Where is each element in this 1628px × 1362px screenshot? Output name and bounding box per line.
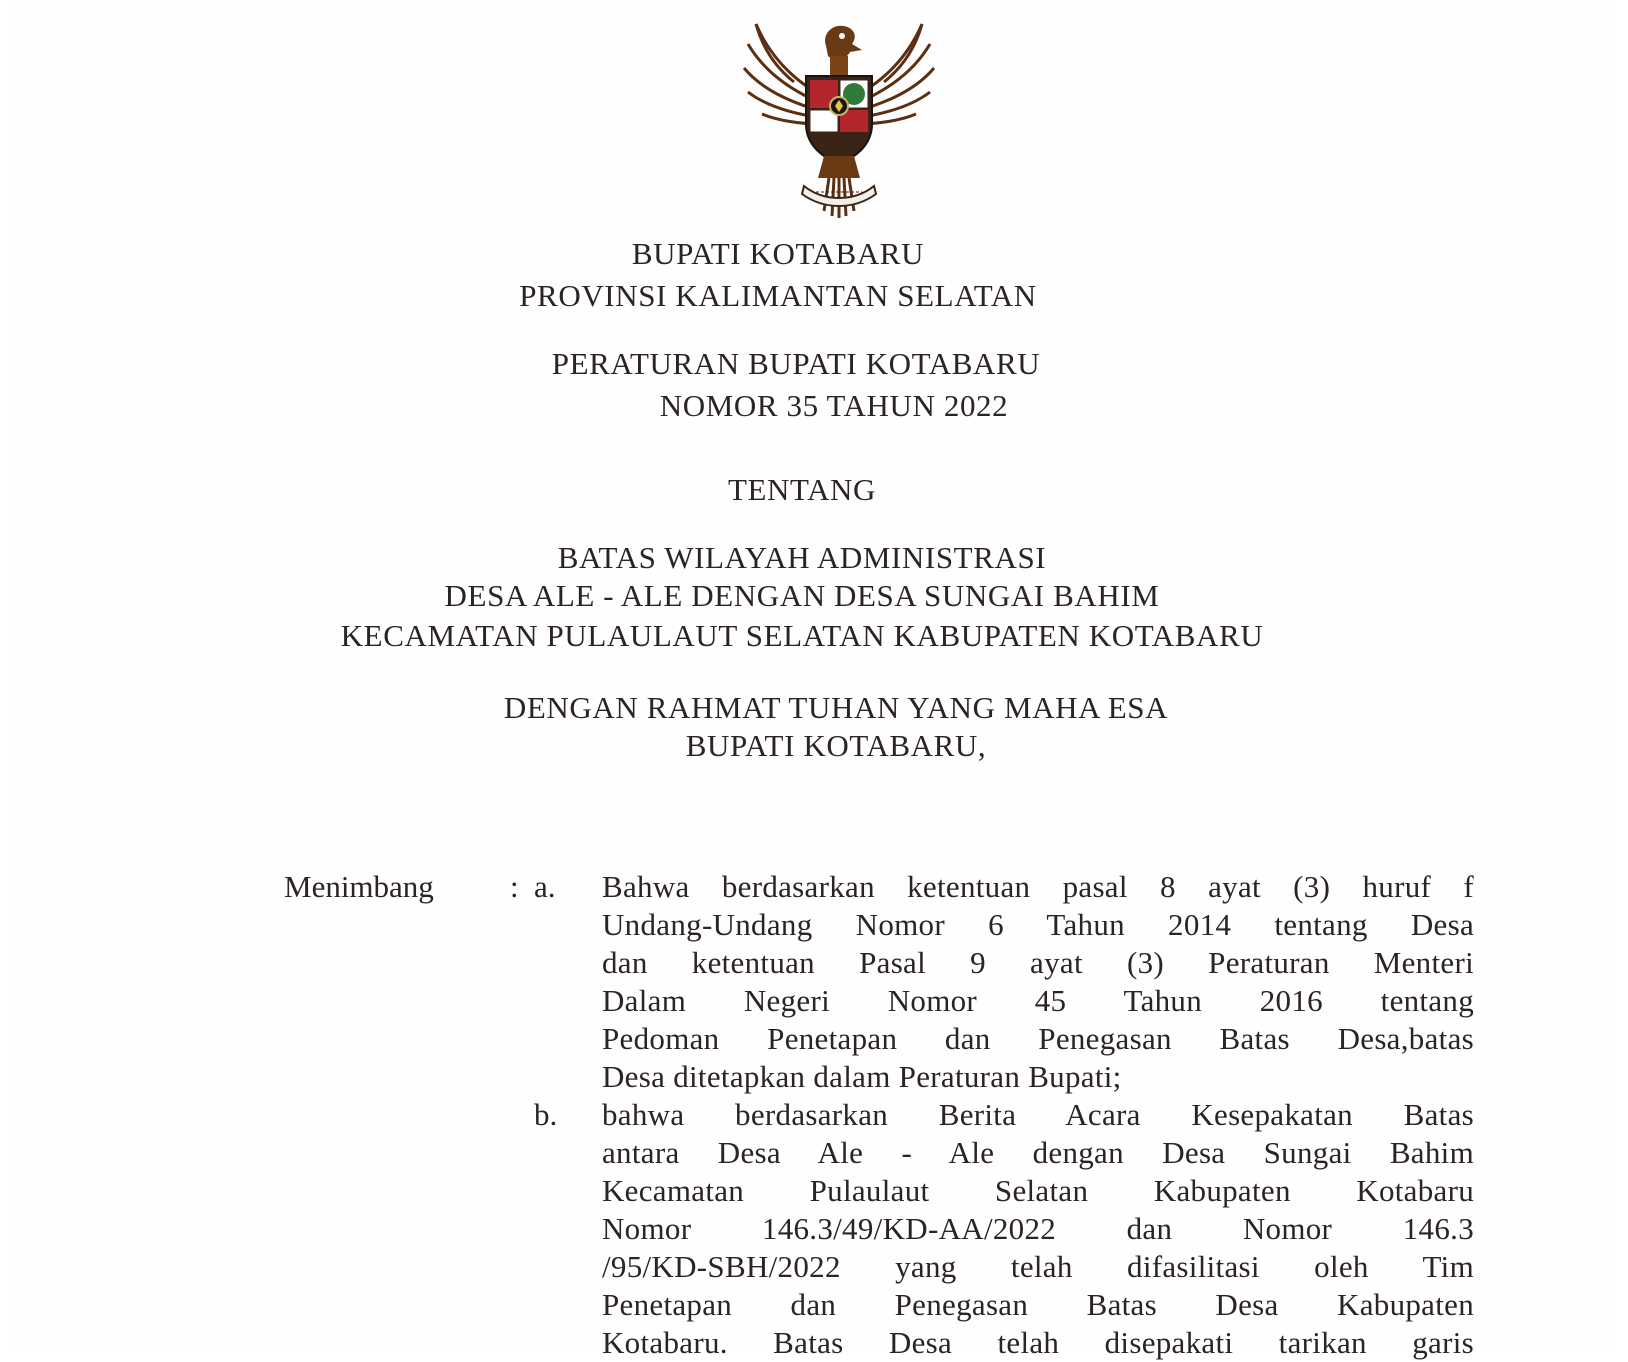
- subject-line-2: DESA ALE - ALE DENGAN DESA SUNGAI BAHIM: [444, 578, 1160, 613]
- item-line: Kecamatan Pulaulaut Selatan Kabupaten Kotabaru: [602, 1173, 1474, 1208]
- item-body: [602, 1096, 1474, 1362]
- item-line: Kotabaru. Batas Desa telah disepakati tarikan garis: [602, 1325, 1474, 1360]
- item-body: [602, 868, 1474, 1096]
- item-line: /95/KD-SBH/2022 yang telah difasilitasi oleh Tim: [602, 1249, 1474, 1284]
- item-line: Nomor 146.3/49/KD-AA/2022 dan Nomor 146.3: [602, 1211, 1474, 1246]
- regulation-number: NOMOR 35 TAHUN 2022: [659, 388, 1009, 423]
- item-line: Desa ditetapkan dalam Peraturan Bupati;: [602, 1059, 1122, 1094]
- subject-line-3: KECAMATAN PULAULAUT SELATAN KABUPATEN KOTABARU: [340, 618, 1264, 653]
- item-line: dan ketentuan Pasal 9 ayat (3) Peraturan Menteri: [602, 945, 1474, 980]
- item-mark: a.: [534, 869, 556, 904]
- header-line-2: PROVINSI KALIMANTAN SELATAN: [519, 278, 1037, 313]
- subject-line-1: BATAS WILAYAH ADMINISTRASI: [557, 540, 1047, 575]
- item-line: Undang-Undang Nomor 6 Tahun 2014 tentang Desa: [602, 907, 1474, 942]
- item-line: Dalam Negeri Nomor 45 Tahun 2016 tentang: [602, 983, 1474, 1018]
- item-mark: b.: [534, 1097, 558, 1132]
- header-line-1: BUPATI KOTABARU: [631, 236, 925, 271]
- item-line: Bahwa berdasarkan ketentuan pasal 8 ayat (3) huruf f: [602, 869, 1474, 904]
- regulation-title: PERATURAN BUPATI KOTABARU: [551, 346, 1041, 381]
- garuda-emblem: [734, 6, 944, 231]
- item-line: Pedoman Penetapan dan Penegasan Batas Desa,batas: [602, 1021, 1474, 1056]
- considering-label: Menimbang: [284, 869, 434, 904]
- preamble-line-2: BUPATI KOTABARU,: [685, 728, 987, 763]
- considering-colon: :: [510, 869, 519, 904]
- document-page: [14, 6, 1614, 1360]
- item-line: antara Desa Ale - Ale dengan Desa Sungai Bahim: [602, 1135, 1474, 1170]
- about-heading: TENTANG: [727, 472, 877, 507]
- preamble-line-1: DENGAN RAHMAT TUHAN YANG MAHA ESA: [503, 690, 1169, 725]
- item-line: Penetapan dan Penegasan Batas Desa Kabupaten: [602, 1287, 1474, 1322]
- item-line: bahwa berdasarkan Berita Acara Kesepakatan Batas: [602, 1097, 1474, 1132]
